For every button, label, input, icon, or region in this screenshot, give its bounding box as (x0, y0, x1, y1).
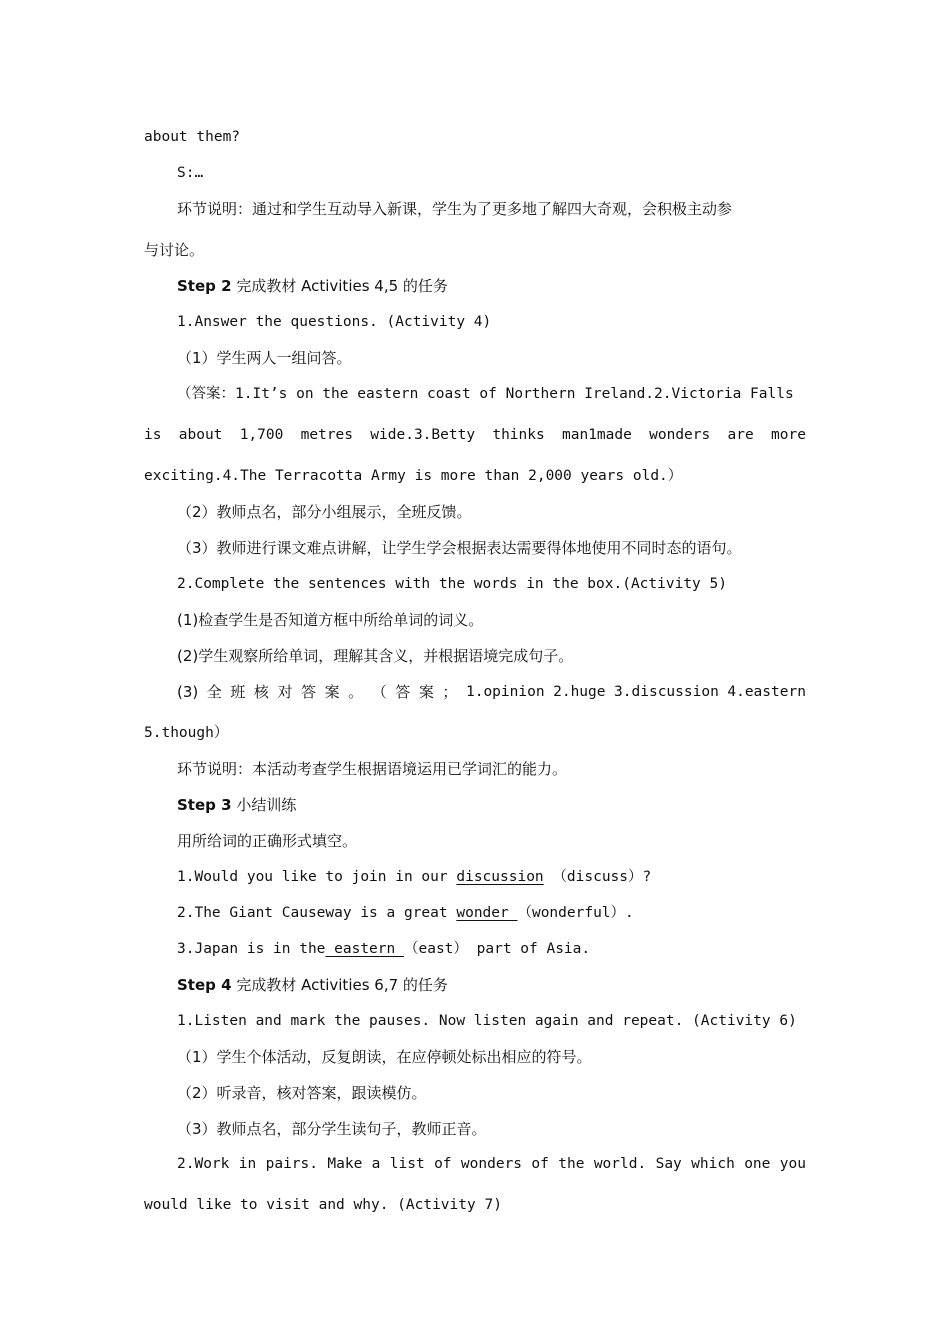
word: 案 (324, 683, 340, 701)
text-line: 2.Complete the sentences with the words in the box.(Activity 5) (177, 576, 727, 592)
word: 2.Work (177, 1156, 230, 1172)
text-line: about them? (144, 129, 241, 145)
text-line: （3）教师点名，部分学生读句子，教师正音。 (177, 1120, 487, 1138)
word: 案 (418, 683, 434, 701)
exercise-text: 1.Would you like to join in our (177, 869, 457, 885)
word: in (238, 1156, 257, 1172)
word: 1,700 (239, 427, 284, 443)
word: （ (371, 683, 387, 701)
text-line: 与讨论。 (144, 241, 205, 259)
word: 1.opinion (465, 684, 545, 700)
text-line: 1.Listen and mark the pauses. Now listen again and repeat. (Activity 6) (177, 1013, 797, 1029)
justified-line (177, 1154, 806, 1174)
answer-blank: eastern (325, 941, 404, 957)
text-line: S:… (177, 165, 204, 181)
word: you (779, 1156, 806, 1172)
word: about (178, 427, 223, 443)
step-label: Step 4 (177, 976, 232, 994)
word: the (558, 1156, 585, 1172)
word: thinks (492, 427, 545, 443)
text-line: （2）听录音，核对答案，跟读模仿。 (177, 1084, 427, 1102)
word: 3.discussion (614, 684, 719, 700)
text-line: 环节说明：通过和学生互动导入新课，学生为了更多地了解四大奇观，会积极主动参 (177, 200, 733, 218)
exercise-item (177, 939, 590, 959)
text-line: 5.though） (144, 725, 229, 741)
exercise-text: 2.The Giant Causeway is a great (177, 905, 457, 921)
exercise-text: 3.Japan is in the (177, 941, 326, 957)
text-line: （答案：1.It’s on the eastern coast of Northern Ireland.2.Victoria Falls (177, 386, 794, 402)
word: list (389, 1156, 425, 1172)
word: 。 (348, 683, 364, 701)
word: of (531, 1156, 549, 1172)
word: is (144, 427, 162, 443)
word: wonders (649, 427, 711, 443)
justified-line (177, 682, 806, 702)
step-label: Step 2 (177, 277, 232, 295)
exercise-text: （wonderful）. (517, 905, 634, 921)
exercise-text: （east） part of Asia. (403, 941, 591, 957)
text-line: （1）学生两人一组问答。 (177, 349, 352, 367)
word: 4.eastern (727, 684, 806, 700)
text-line: （2）教师点名，部分小组展示，全班反馈。 (177, 503, 472, 521)
step-heading (177, 975, 448, 995)
word: 全 (206, 683, 222, 701)
word: Make (327, 1156, 363, 1172)
text-line: (2)学生观察所给单词，理解其含义，并根据语境完成句子。 (177, 647, 574, 665)
text-line: would like to visit and why. (Activity 7) (144, 1197, 502, 1213)
text-line: 环节说明：本活动考查学生根据语境运用已学词汇的能力。 (177, 760, 568, 778)
exercise-text: （discuss）? (543, 869, 652, 885)
word: are (727, 427, 754, 443)
word: 对 (277, 683, 293, 701)
exercise-item (177, 903, 634, 923)
text-line: （1）学生个体活动，反复朗读，在应停顿处标出相应的符号。 (177, 1048, 592, 1066)
word: metres (300, 427, 354, 443)
step-label: Step 3 (177, 796, 232, 814)
word: 答 (395, 683, 411, 701)
word: 2.huge (553, 684, 606, 700)
word: Say (655, 1156, 682, 1172)
step-heading (177, 795, 296, 815)
word: 答 (301, 683, 317, 701)
text-line: 1.Answer the questions. (Activity 4) (177, 314, 492, 330)
word: ； (442, 683, 458, 701)
word: which (691, 1156, 735, 1172)
word: more (771, 427, 806, 443)
word: wide.3.Betty (370, 427, 476, 443)
answer-blank: wonder (456, 905, 518, 921)
text-line: exciting.4.The Terracotta Army is more than 2,000 years old.） (144, 468, 683, 484)
text-line: (1)检查学生是否知道方框中所给单词的词义。 (177, 611, 484, 629)
step-title: 完成教材 Activities 6,7 的任务 (236, 976, 448, 994)
step-heading (177, 276, 448, 296)
justified-line (144, 425, 806, 445)
word: pairs. (265, 1156, 318, 1172)
word: world. (593, 1156, 647, 1172)
text-line: 用所给词的正确形式填空。 (177, 832, 358, 850)
word: 班 (230, 683, 246, 701)
text-line: （3）教师进行课文难点讲解，让学生学会根据表达需要得体地使用不同时态的语句。 (177, 539, 742, 557)
word: of (434, 1156, 452, 1172)
step-title: 完成教材 Activities 4,5 的任务 (236, 277, 448, 295)
word: man1made (562, 427, 632, 443)
word: 核 (253, 683, 269, 701)
word: wonders (460, 1156, 523, 1172)
answer-blank: discussion (456, 869, 544, 885)
word: one (744, 1156, 771, 1172)
word: (3) (177, 683, 199, 701)
exercise-item (177, 867, 651, 887)
word: a (371, 1156, 381, 1172)
step-title: 小结训练 (236, 796, 297, 814)
